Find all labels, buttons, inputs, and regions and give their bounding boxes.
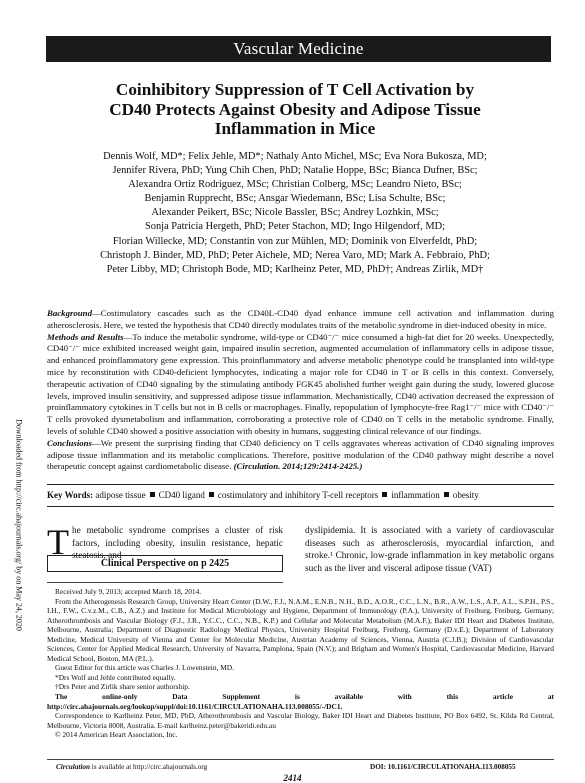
title-line: Coinhibitory Suppression of T Cell Activation by (115, 80, 475, 99)
abstract-methods (47, 332, 554, 438)
keywords-label: Key Words: (47, 490, 94, 500)
keyword: CD40 ligand (158, 490, 205, 500)
footnote: Correspondence to Karlheinz Peter, MD, PhD, Atherothrombosis and Vascular Biology, Baker IDI Heart and Diabetes Institute, PO Box 6492, St. Kilda Rd Central, Melbourne, Victoria 8008, Australia. E-mail karlheinz.peter@bakeridi.edu.au (47, 711, 554, 730)
methods-label: Methods and Results (47, 331, 124, 342)
abstract-conclusions (47, 438, 554, 473)
footnote: *Drs Wolf and Jehle contributed equally. (55, 672, 176, 682)
footnote: Guest Editor for this article was Charles J. Lowenstein, MD. (55, 663, 234, 673)
author-line: Sonja Patricia Hergeth, PhD; Peter Stachon, MD; Ingo Hilgendorf, MD; (145, 221, 445, 233)
body-right-column: dyslipidemia. It is associated with a variety of cardiovascular diseases such as atherosclerosis, myocardial infarction, and stroke.¹ Chronic, low-grade inflammation in key metabolic organs such as the liver and visceral adipose tissue (VAT) (305, 526, 554, 574)
title-line: CD40 Protects Against Obesity and Adipose Tissue (109, 99, 481, 119)
square-bullet-icon (150, 492, 155, 497)
methods-text: —To induce the metabolic syndrome, wild-type or CD40⁻/⁻ mice consumed a high-fat diet for 20 weeks. Unexpectedly, CD40⁻/⁻ mice exhibited increased weight gain, impaired insulin secretion, augmented accumulation of inflammatory cells in adipose tissue, and enhanced proinflammatory gene expression. This proinflammatory and adverse metabolic phenotype could be transplanted into wild-type mice by reconstitution with CD40-deficient lymphocytes, indicating a major role for CD40 in T or B cells in this context. Conversely, therapeutic activation of CD40 signaling by the stimulating antibody FGK45 abolished further weight gain during the study, lowered glucose levels, improved insulin sensitivity, and suppressed adipose tissue inflammation. Mechanistically, CD40 activation decreased the expression of proinflammatory cytokines in T cells but not in B cells or macrophages. Finally, repopulation of lymphocyte-free Rag1⁻/⁻ mice with CD40⁻/⁻ T cells provoked dysmetabolism and inflammation, corroborating a protective role of CD40 on T cells in the metabolic syndrome. Finally, levels of soluble CD40 showed a positive association with obesity in humans, suggesting clinical relevance of our findings. (47, 331, 554, 436)
author-line: Benjamin Rupprecht, BSc; Ansgar Wiedemann, BSc; Lisa Schulte, BSc; (144, 193, 446, 205)
author-line: Jennifer Rivera, PhD; Yung Chih Chen, PhD; Natalie Hoppe, BSc; Bianca Dufner, BSc; (112, 165, 478, 177)
author-line: Alexandra Ortiz Rodriguez, MSc; Christian Colberg, MSc; Leandro Nieto, BSc; (128, 179, 462, 191)
keywords-bottom-rule (47, 506, 554, 507)
clinical-perspective-box: Clinical Perspective on p 2425 (47, 555, 283, 572)
footer-rule (47, 759, 554, 760)
background-text: —Costimulatory cascades such as the CD40L-CD40 dyad enhance immune cell activation and inflammation during atherosclerosis. Here, we tested the hypothesis that CD40 directly modulates traits of the metabolic syndrome in diet-induced obesity in mice. (47, 308, 554, 330)
abstract-background (47, 308, 554, 332)
footnote: © 2014 American Heart Association, Inc. (55, 730, 178, 740)
download-watermark-text: Downloaded from http://circ.ahajournals.org/ by on May 24, 2020 (14, 419, 24, 631)
intro-text: he metabolic syndrome comprises a cluster of risk factors, including obesity, insulin resistance, hepatic steatosis, and (72, 526, 283, 562)
author-line: Alexander Peikert, BSc; Nicole Bassler, BSc; Andrey Lozhkin, MSc; (151, 207, 439, 219)
square-bullet-icon (382, 492, 387, 497)
keyword: obesity (452, 490, 479, 500)
section-banner: Vascular Medicine (46, 36, 551, 62)
footnotes (47, 587, 554, 740)
author-line: Peter Libby, MD; Christoph Bode, MD; Karlheinz Peter, MD, PhD†; Andreas Zirlik, MD† (106, 263, 484, 275)
author-list (50, 150, 540, 277)
keywords (47, 490, 554, 500)
download-watermark (14, 410, 24, 640)
keyword: adipose tissue (95, 490, 146, 500)
author-line: Dennis Wolf, MD*; Felix Jehle, MD*; Nathaly Anto Michel, MSc; Eva Nora Bukosza, MD; (103, 151, 487, 162)
footer-journal: Circulation (56, 763, 90, 771)
keyword: inflammation (391, 490, 440, 500)
author-line: Christoph J. Binder, MD, PhD; Peter Aichele, MD; Nerea Varo, MD; Mark A. Febbraio, PhD; (100, 249, 490, 261)
keyword: costimulatory and inhibitory T-cell receptors (217, 490, 379, 500)
conclusions-text: —We present the surprising finding that CD40 deficiency on T cells aggravates whereas activation of CD40 signaling improves adipose tissue inflammation and its metabolic complications. Therefore, positive modulation of the CD40 pathway might describe a novel therapeutic concept against cardiometabolic disease. (47, 437, 554, 472)
drop-cap: T (47, 522, 69, 562)
article-title (60, 80, 530, 139)
keywords-top-rule (47, 484, 554, 485)
citation: (Circulation. 2014;129:2414-2425.) (233, 461, 363, 472)
footer-availability (56, 763, 207, 771)
abstract (47, 308, 554, 473)
square-bullet-icon (444, 492, 449, 497)
footer-doi: DOI: 10.1161/CIRCULATIONAHA.113.008055 (370, 763, 516, 771)
footnote-rule (47, 582, 283, 583)
footnote: †Drs Peter and Zirlik share senior authorship. (55, 682, 190, 692)
square-bullet-icon (209, 492, 214, 497)
footnote: From the Atherogenesis Research Group, University Heart Center (D.W., F.J., N.A.M., E.N.B., N.H., B.D., A.O.R., C.C., L.N., B.R., A.W., L.S., A.P., A.L., S.P.H., P.S., I.H., F.W., C.v.z.M., C.B., A.Z.) and Institute for Medical Microbiology and Hygiene, Department of Immunology (P.A.), University of Freiburg, Freiburg, Germany; Atherothrombosis and Vascular Biology (F.J., J.R., Y.C.C., C.C., N.B., K.P.) and Cellular and Molecular Metabolism (M.A.F.), Baker IDI Heart and Diabetes Institute, Melbourne, Australia; Department of Diagnostic Radiology Medical Physics, University Hospital Freiburg, Freiburg, Germany (D.v.E.); Department of Laboratory Medicine, Medical University of Vienna and Center for Molecular Medicine, Austrian Academy of Sciences, Vienna, Austria (C.J.B.); Division of Cardiovascular Sciences, Center for Applied Medical Research, University of Navarra, Pamplona, Spain (N.V.); and Brigham and Women's Hospital, Cardiovascular Medicine, Harvard Medical School, Boston, MA (P.L.). (47, 596, 554, 663)
title-line: Inflammation in Mice (214, 119, 376, 138)
author-line: Florian Willecke, MD; Constantin von zur Mühlen, MD; Dominik von Elverfeldt, PhD; (112, 235, 478, 247)
footnote: Received July 9, 2013; accepted March 18, 2014. (55, 587, 202, 596)
background-label: Background (47, 308, 92, 318)
page-number: 2414 (283, 773, 302, 783)
footer-available-text: is available at http://circ.ahajournals.org (89, 763, 208, 771)
conclusions-label: Conclusions (47, 437, 92, 448)
footnote-supplement: The online-only Data Supplement is available with this article at http://circ.ahajournals.org/lookup/suppl/doi:10.1161/CIRCULATIONAHA.113.008055/-/DC1. (47, 692, 554, 711)
